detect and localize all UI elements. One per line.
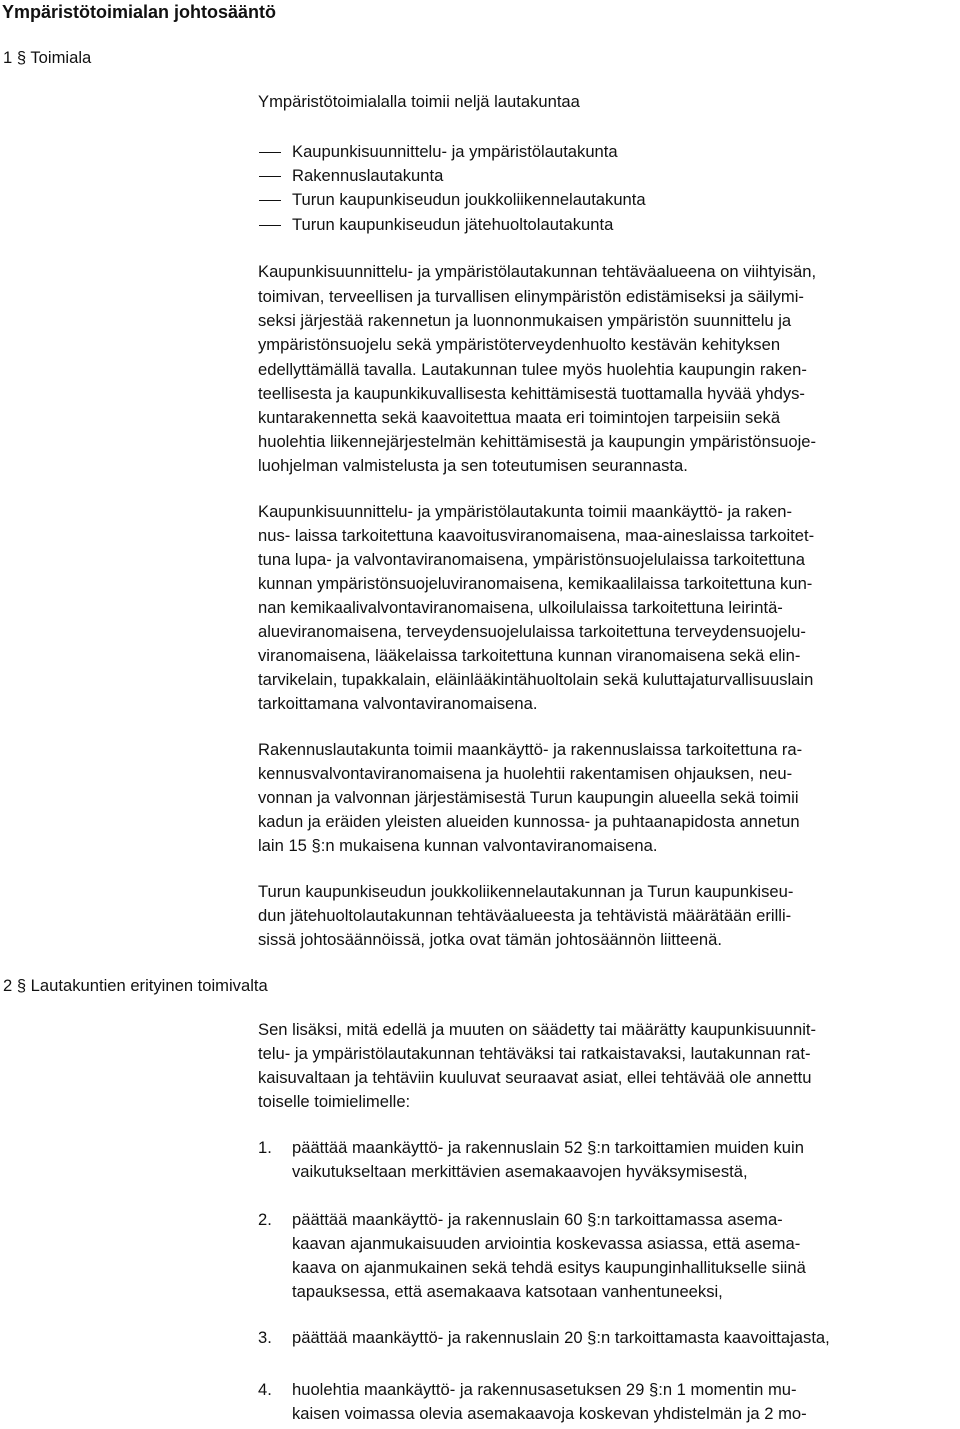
paragraph-line: nus- laissa tarkoitettuna kaavoitusviranomaisena, maa-aineslaissa tarkoitet- [258,526,815,545]
dash-bullet [259,152,281,153]
paragraph-line: vonnan ja valvonnan järjestämisestä Turun kaupungin alueella sekä toimii [258,788,799,807]
item-line: kaava on ajanmukainen sekä tehdä esitys kaupunginhallitukselle siinä [292,1258,806,1277]
paragraph-line: toimivan, terveellisen ja turvallisen elinympäristön edistämiseksi ja säilymi- [258,287,804,306]
board-name: Turun kaupunkiseudun joukkoliikennelautakunta [292,190,646,209]
dash-bullet [259,225,281,226]
paragraph-line: tarkoittamana valvontaviranomaisena. [258,694,538,713]
section-2-heading: 2 § Lautakuntien erityinen toimivalta [3,976,268,995]
paragraph-line: seksi järjestää rakennetun ja luonnonmukaisen ympäristön suunnittelu ja [258,311,792,330]
paragraph-line: toiselle toimielimelle: [258,1092,411,1111]
paragraph-line: kadun ja eräiden yleisten alueiden kunnossa- ja puhtaanapidosta annetun [258,812,800,831]
paragraph-line: nan kemikaalivalvontaviranomaisena, ulkoilulaissa tarkoitettuna leirintä- [258,598,783,617]
paragraph-line: Turun kaupunkiseudun joukkoliikennelautakunnan ja Turun kaupunkiseu- [258,882,794,901]
paragraph-line: ympäristönsuojelu sekä ympäristöterveydenhuolto kestävän kehityksen [258,335,781,354]
board-name: Turun kaupunkiseudun jätehuoltolautakunta [292,215,614,234]
section-1-heading: 1 § Toimiala [3,48,92,67]
document-title: Ympäristötoimialan johtosääntö [2,2,277,22]
paragraph-line: kaisuvaltaan ja tehtäviin kuuluvat seuraavat asiat, ellei tehtävää ole annettu [258,1068,812,1087]
board-name: Kaupunkisuunnittelu- ja ympäristölautakunta [292,142,618,161]
paragraph-line: kennusvalvontaviranomaisena ja huolehtii rakentamisen ohjauksen, neu- [258,764,793,783]
item-line: tapauksessa, että asemakaava katsotaan vanhentuneeksi, [292,1282,723,1301]
item-line: vaikutukseltaan merkittävien asemakaavojen hyväksymisestä, [292,1162,748,1181]
paragraph-line: kuntarakennetta sekä kaavoitettua maata eri toimintojen tarpeisiin sekä [258,408,781,427]
paragraph-line: Kaupunkisuunnittelu- ja ympäristölautakunta toimii maankäyttö- ja raken- [258,502,793,521]
item-line: kaavan ajanmukaisuuden arviointia koskevassa asiassa, että asema- [292,1234,801,1253]
paragraph-line: lain 15 §:n mukaisena kunnan valvontaviranomaisena. [258,836,658,855]
paragraph-line: Rakennuslautakunta toimii maankäyttö- ja rakennuslaissa tarkoitettuna ra- [258,740,803,759]
paragraph-line: huolehtia liikennejärjestelmän kehittämisestä ja kaupungin ympäristönsuoje- [258,432,817,451]
item-line: huolehtia maankäyttö- ja rakennusasetuksen 29 §:n 1 momentin mu- [292,1380,797,1399]
item-line: päättää maankäyttö- ja rakennuslain 20 §:n tarkoittamasta kaavoittajasta, [292,1328,830,1347]
paragraph-line: viranomaisena, lääkelaissa tarkoitettuna kunnan viranomaisena sekä elin- [258,646,801,665]
item-number: 1. [258,1138,272,1157]
paragraph-line: sissä johtosäännöissä, jotka ovat tämän johtosäännön liitteenä. [258,930,723,949]
paragraph-line: tuna lupa- ja valvontaviranomaisena, ympäristönsuojelulaissa tarkoitettuna [258,550,805,569]
item-number: 4. [258,1380,272,1399]
paragraph-line: alueviranomaisena, terveydensuojelulaissa tarkoitettuna terveydensuojelu- [258,622,806,641]
item-line: päättää maankäyttö- ja rakennuslain 52 §:n tarkoittamien muiden kuin [292,1138,804,1157]
dash-bullet [259,200,281,201]
item-number: 2. [258,1210,272,1229]
item-line: päättää maankäyttö- ja rakennuslain 60 §:n tarkoittamassa asema- [292,1210,783,1229]
paragraph-line: teellisesta ja kaupunkikuvallisesta kehittämisestä tuottamalla hyvää yhdys- [258,384,805,403]
section-1-intro: Ympäristötoimialalla toimii neljä lautakuntaa [258,92,580,111]
paragraph-line: tarvikelain, tupakkalain, eläinlääkintähuoltolain sekä kuluttajaturvallisuuslain [258,670,814,689]
paragraph-line: edellyttämällä tavalla. Lautakunnan tulee myös huolehtia kaupungin raken- [258,360,807,379]
paragraph-line: Sen lisäksi, mitä edellä ja muuten on säädetty tai määrätty kaupunkisuunnit- [258,1020,817,1039]
board-name: Rakennuslautakunta [292,166,444,185]
paragraph-line: telu- ja ympäristölautakunnan tehtäväksi tai ratkaistavaksi, lautakunnan rat- [258,1044,811,1063]
paragraph-line: dun jätehuoltolautakunnan tehtäväalueesta ja tehtävistä määrätään erilli- [258,906,792,925]
item-number: 3. [258,1328,272,1347]
paragraph-line: kunnan ympäristönsuojeluviranomaisena, kemikaalilaissa tarkoitettuna kun- [258,574,813,593]
paragraph-line: luohjelman valmistelusta ja sen toteutumisen seurannasta. [258,456,688,475]
dash-bullet [259,176,281,177]
item-line: kaisen voimassa olevia asemakaavoja koskevan yhdistelmän ja 2 mo- [292,1404,807,1423]
paragraph-line: Kaupunkisuunnittelu- ja ympäristölautakunnan tehtäväalueena on viihtyisän, [258,262,817,281]
